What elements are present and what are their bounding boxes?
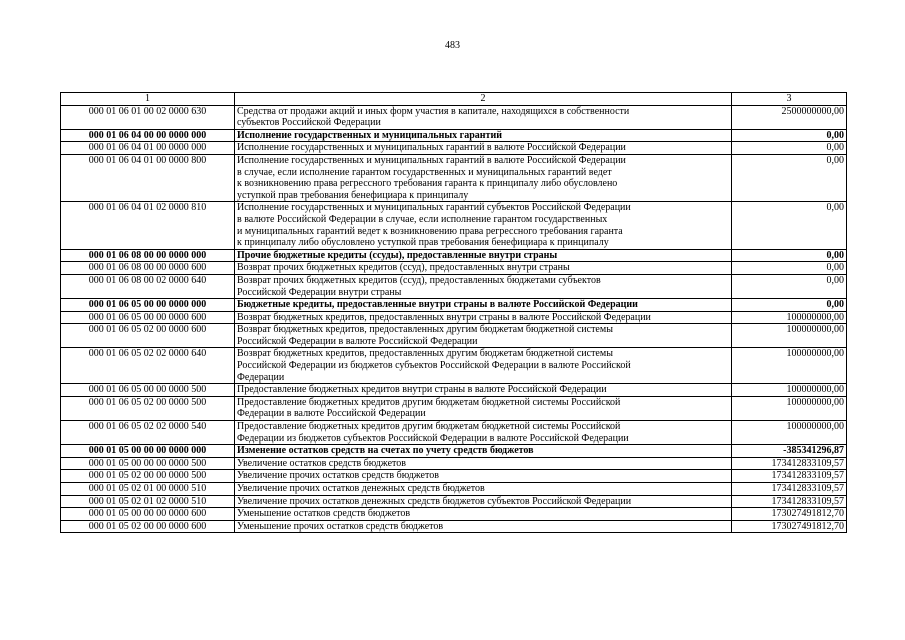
row-name [235,299,732,312]
row-name-line: Увеличение остатков средств бюджетов [237,457,406,469]
row-name-line: Предоставление бюджетных кредитов другим бюджетам бюджетной системы Российской [237,396,621,408]
table-row [61,470,847,483]
row-name [235,348,732,384]
row-sum: 0,00 [732,262,847,275]
row-sum: 173027491812,70 [732,520,847,533]
row-name [235,154,732,201]
table-row [61,324,847,348]
row-name-line: к возникновению права регрессного требования гаранта к принципалу либо обусловлено [237,178,618,190]
table-row [61,142,847,155]
row-sum: 173412833109,57 [732,470,847,483]
row-sum: 100000000,00 [732,384,847,397]
row-sum: 100000000,00 [732,396,847,420]
header-sum: 3 [732,93,847,106]
row-name-line: Возврат прочих бюджетных кредитов (ссуд), предоставленных внутри страны [237,262,570,274]
row-code: 000 01 06 05 00 00 0000 600 [61,311,235,324]
row-name-line: Исполнение государственных и муниципальных гарантий [237,129,502,141]
table-row [61,495,847,508]
header-name: 2 [235,93,732,106]
row-name [235,384,732,397]
row-sum: 100000000,00 [732,421,847,445]
row-sum: 0,00 [732,142,847,155]
table-row [61,311,847,324]
row-code: 000 01 06 05 02 00 0000 600 [61,324,235,348]
table-row [61,457,847,470]
row-name-line: в валюте Российской Федерации в случае, если исполнение гарантом государственных [237,213,608,225]
row-sum: 0,00 [732,299,847,312]
row-code: 000 01 06 08 00 00 0000 600 [61,262,235,275]
row-code: 000 01 06 04 01 00 0000 000 [61,142,235,155]
table-row [61,384,847,397]
row-name-line: Федерации в валюте Российской Федерации [237,408,426,420]
row-name-line: Возврат прочих бюджетных кредитов (ссуд), предоставленных бюджетами субъектов [237,274,601,286]
row-code: 000 01 06 05 00 00 0000 000 [61,299,235,312]
row-name [235,129,732,142]
row-sum: 173412833109,57 [732,483,847,496]
row-name [235,508,732,521]
header-row [61,93,847,106]
table-row [61,520,847,533]
table-row [61,202,847,249]
row-name [235,396,732,420]
row-code: 000 01 06 05 02 00 0000 500 [61,396,235,420]
row-code: 000 01 05 00 00 00 0000 000 [61,445,235,458]
row-name-line: Федерации [237,371,285,383]
row-name-line: Предоставление бюджетных кредитов внутри страны в валюте Российской Федерации [237,384,607,396]
table-row [61,274,847,298]
row-name-line: Возврат бюджетных кредитов, предоставленных другим бюджетам бюджетной системы [237,324,613,336]
row-sum: 0,00 [732,249,847,262]
row-sum: 173412833109,57 [732,457,847,470]
row-name-line: Уменьшение остатков средств бюджетов [237,508,411,520]
row-code: 000 01 06 04 00 00 0000 000 [61,129,235,142]
row-name-line: Российской Федерации в валюте Российской Федерации [237,335,478,347]
row-name-line: Изменение остатков средств на счетах по учету средств бюджетов [237,445,534,457]
table-row [61,249,847,262]
table-row [61,262,847,275]
row-name-line: Увеличение прочих остатков денежных средств бюджетов [237,483,485,494]
row-name-line: Уменьшение прочих остатков средств бюджетов [237,520,444,532]
row-sum: 0,00 [732,129,847,142]
row-sum: 100000000,00 [732,348,847,384]
row-code: 000 01 06 05 02 02 0000 640 [61,348,235,384]
table-row [61,483,847,496]
row-sum: 100000000,00 [732,324,847,348]
row-name [235,457,732,470]
row-name-line: и муниципальных гарантий ведет к возникновению права регрессного требования гаранта [237,225,623,237]
row-name-line: Возврат бюджетных кредитов, предоставленных другим бюджетам бюджетной системы [237,348,613,360]
table-row [61,508,847,521]
row-name-line: Исполнение государственных и муниципальных гарантий в валюте Российской Федерации [237,154,626,166]
table-row [61,129,847,142]
row-code: 000 01 05 02 01 02 0000 510 [61,495,235,508]
row-name-line: Возврат бюджетных кредитов, предоставленных внутри страны в валюте Российской Федерации [237,311,651,323]
table-row [61,299,847,312]
row-code: 000 01 05 00 00 00 0000 600 [61,508,235,521]
row-name [235,202,732,249]
row-name [235,262,732,275]
row-name [235,142,732,155]
row-name-line: Федерации из бюджетов субъектов Российской Федерации в валюте Российской Федерации [237,432,629,444]
row-name-line: Бюджетные кредиты, предоставленные внутри страны в валюте Российской Федерации [237,299,638,311]
row-name-line: в случае, если исполнение гарантом государственных и муниципальных гарантий ведет [237,166,612,178]
row-sum: 0,00 [732,202,847,249]
row-code: 000 01 06 08 00 00 0000 000 [61,249,235,262]
row-name-line: Российской Федерации внутри страны [237,286,402,298]
row-name-line: Прочие бюджетные кредиты (ссуды), предоставленные внутри страны [237,249,558,261]
row-sum: -385341296,87 [732,445,847,458]
row-code: 000 01 06 05 02 02 0000 540 [61,421,235,445]
row-sum: 2500000000,00 [732,105,847,129]
row-name-line: Средства от продажи акций и иных форм участия в капитале, находящихся в собственности [237,105,630,117]
row-sum: 0,00 [732,154,847,201]
row-name-line: Российской Федерации из бюджетов субъектов Российской Федерации в валюте Российской [237,360,631,372]
table-row [61,348,847,384]
row-name-line: уступкой прав требования бенефициара к принципалу [237,189,469,201]
row-name [235,105,732,129]
page-number: 483 [445,40,460,51]
row-sum: 0,00 [732,274,847,298]
row-code: 000 01 05 02 00 00 0000 500 [61,470,235,483]
row-code: 000 01 05 02 01 00 0000 510 [61,483,235,496]
row-name-line: к принципалу либо обусловлено уступкой прав требования бенефициара к принципалу [237,237,609,249]
header-code: 1 [61,93,235,106]
row-name-line: Увеличение прочих остатков денежных средств бюджетов субъектов Российской Федерации [237,495,632,507]
row-sum: 173027491812,70 [732,508,847,521]
row-name [235,483,732,496]
row-name [235,324,732,348]
table-row [61,396,847,420]
row-code: 000 01 06 04 01 00 0000 800 [61,154,235,201]
row-code: 000 01 05 00 00 00 0000 500 [61,457,235,470]
row-name [235,470,732,483]
row-name-line: субъектов Российской Федерации [237,117,381,129]
row-name [235,495,732,508]
row-code: 000 01 05 02 00 00 0000 600 [61,520,235,533]
row-name-line: Увеличение прочих остатков средств бюджетов [237,470,439,482]
row-name [235,445,732,458]
row-name-line: Предоставление бюджетных кредитов другим бюджетам бюджетной системы Российской [237,421,621,433]
table-row [61,421,847,445]
row-code: 000 01 06 01 00 02 0000 630 [61,105,235,129]
row-code: 000 01 06 05 00 00 0000 500 [61,384,235,397]
row-code: 000 01 06 04 01 02 0000 810 [61,202,235,249]
budget-table [60,92,847,533]
row-code: 000 01 06 08 00 02 0000 640 [61,274,235,298]
table-body [61,105,847,533]
row-name-line: Исполнение государственных и муниципальных гарантий в валюте Российской Федерации [237,142,626,154]
table-row [61,445,847,458]
table-row [61,154,847,201]
row-name [235,421,732,445]
row-name [235,311,732,324]
table-row [61,105,847,129]
row-sum: 100000000,00 [732,311,847,324]
row-name [235,520,732,533]
row-sum: 173412833109,57 [732,495,847,508]
row-name [235,274,732,298]
row-name-line: Исполнение государственных и муниципальных гарантий субъектов Российской Федерации [237,202,631,214]
row-name [235,249,732,262]
